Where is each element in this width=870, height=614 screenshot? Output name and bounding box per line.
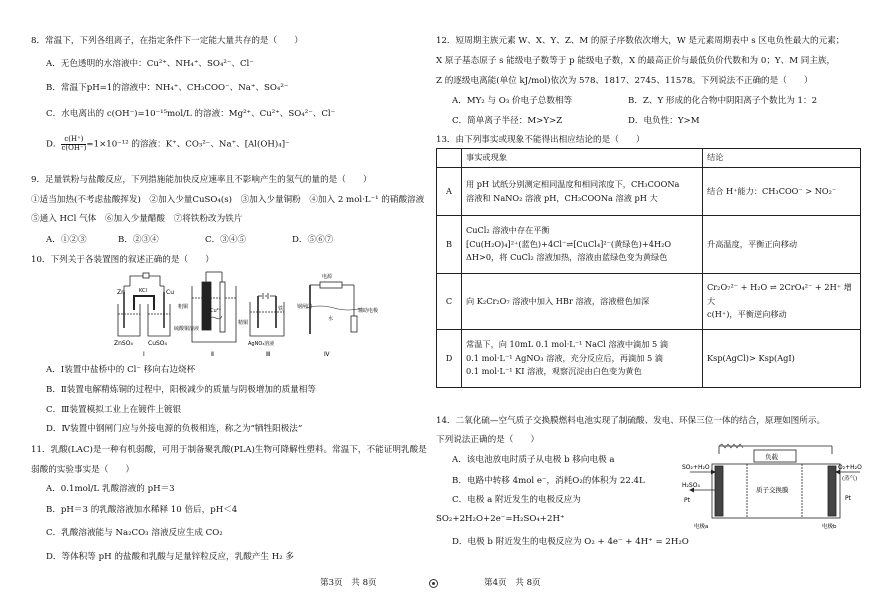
figure-iii [250, 293, 284, 336]
frac-den: c(OH⁻) [61, 143, 87, 152]
q10-option-c: C．Ⅲ装置模拟工业上在镀件上镀银 [46, 405, 182, 415]
q9-option-c: C．③④⑤ [205, 235, 246, 245]
row-label: A [437, 168, 462, 216]
conclusion-line: Ksp(AgCl)> Ksp(AgI) [707, 352, 795, 363]
q8-option-d [46, 136, 290, 152]
table-header-row [437, 149, 861, 168]
q12-option-b: B．Z、Y 形成的化合物中阴阳离子个数比为 1：2 [628, 96, 818, 106]
figure-i [118, 273, 170, 336]
q12-option-d: D．电负性：Y>M [628, 116, 700, 126]
q9-items-2: ⑤通入 HCl 气体 ⑥加入少量醋酸 ⑦将铁粉改为铁片 [31, 214, 243, 224]
roman-ii: Ⅱ [211, 351, 214, 358]
fact-line: 溶液和 NaNO₂ 溶液 pH，CH₃COONa 溶液 pH 大 [466, 192, 658, 203]
q14-option-a: A．该电池放电时质子从电极 b 移向电极 a [452, 455, 615, 465]
steel-gate-label: 钢闸门 [297, 304, 313, 310]
q11-stem-2: 弱酸的实验事实是（ ） [31, 465, 135, 475]
q8-option-b: B．常温下pH=1的溶液中：NH₄⁺、CH₃COO⁻、Na⁺、SO₄²⁻ [46, 83, 289, 93]
table-row [437, 330, 861, 388]
fact-line: CuCl₂ 溶液中存在平衡 [466, 225, 550, 236]
footer-left-page: 第3页 共 8页 [320, 578, 377, 588]
row-fact [462, 274, 703, 330]
q8-option-a: A．无色透明的水溶液中：Cu²⁺、NH₄⁺、SO₄²⁻、Cl⁻ [46, 59, 254, 69]
q9-option-b: B．②③④ [118, 235, 159, 245]
q14-fuel-cell-figure [682, 442, 864, 536]
agno3-label: AgNO₃溶液 [248, 341, 275, 347]
q9-stem: 9．足量铁粉与盐酸反应，下列措施能加快反应速率且不影响产生的氢气的量的是（ ） [31, 175, 372, 185]
q13-stem: 13．由下列事实或现象不能得出相应结论的是（ ） [436, 135, 645, 145]
header-cell-conclusion: 结论 [703, 149, 861, 168]
q11-option-b: B．pH＝3 的乳酸溶液加水稀释 10 倍后，pH＜4 [46, 505, 238, 515]
so2-inlet-label: SO₂+H₂O [682, 464, 710, 471]
electrode-a-label: 电极a [694, 524, 709, 530]
header-cell-empty [437, 149, 462, 168]
header-cell-fact: 事实或现象 [462, 149, 703, 168]
cuso4-label: CuSO₄ [148, 340, 167, 347]
h2so4-outlet-label: H₂SO₄ [682, 482, 700, 489]
footer-right-page: 第4页 共 8页 [484, 578, 541, 588]
q10-option-d: D．Ⅳ装置中钢闸门应与外接电源的负极相连，称之为“牺牲阳极法” [46, 424, 303, 434]
row-label: B [437, 216, 462, 274]
conclusion-line: Cr₂O₇²⁻ + H₂O ⇌ 2CrO₄²⁻ + 2H⁺ 增大 [707, 282, 852, 306]
q12-stem-2: X 原子基态原子 s 能级电子数等于 p 能级电子数，X 的最高正价与最低负价代数和为 0；Y、M 同主族， [436, 56, 836, 66]
table-row [437, 274, 861, 330]
q8-stem: 8．常温下，下列各组离子，在指定条件下一定能大量共存的是（ ） [31, 36, 303, 46]
q8-option-c: C．水电离出的 c(OH⁻)=10⁻¹⁵mol/L 的溶液：Mg²⁺、Cu²⁺、SO₄²⁻、Cl⁻ [46, 109, 336, 119]
row-conclusion [703, 168, 861, 216]
load-label: 负载 [765, 453, 778, 461]
row-label: D [437, 330, 462, 388]
iron-label: 铁 [278, 306, 284, 312]
row-conclusion [703, 274, 861, 330]
znso4-label: ZnSO₄ [114, 340, 133, 347]
fact-line: 0.1 mol·L⁻¹ KI 溶液，观察沉淀由白色变为黄色 [466, 366, 642, 377]
roman-iv: Ⅳ [324, 351, 330, 358]
figure-iv [306, 282, 362, 334]
q14-option-c: C．电极 a 附近发生的电极反应为 [452, 495, 581, 505]
vapor-label: (蒸气) [842, 476, 858, 482]
electrode-b-label: 电极b [822, 524, 837, 530]
aux-electrode-label: 辅助电极 [358, 308, 379, 314]
fact-line: 常温下，向 10mL 0.1 mol·L⁻¹ NaCl 溶液中滴加 5 滴 [466, 339, 669, 350]
cu2-label: Cu²⁺ [210, 308, 222, 314]
cu-label: Cu [166, 289, 174, 296]
q8-d-text: =1×10⁻¹² 的溶液：K⁺、CO₃²⁻、Na⁺、[Al(OH)₄]⁻ [86, 139, 290, 150]
row-fact [462, 216, 703, 274]
conclusion-line: 结合 H⁺能力：CH₃COO⁻ > NO₂⁻ [707, 185, 837, 196]
fact-line: 向 K₂Cr₂O₇ 溶液中加入 HBr 溶液，溶液橙色加深 [466, 295, 650, 306]
fact-line: 0.1 mol·L⁻¹ AgNO₃ 溶液，充分反应后，再滴加 5 滴 [466, 352, 663, 363]
q10-option-b: B．Ⅱ装置电解精炼铜的过程中，阳极减少的质量与阴极增加的质量相等 [46, 385, 316, 395]
roman-i: Ⅰ [143, 351, 145, 358]
q14-stem-2: 下列说法正确的是（ ） [436, 435, 540, 445]
pure-copper-label: 精铜 [238, 320, 249, 326]
table-row [437, 216, 861, 274]
q11-option-a: A．0.1mol/L 乳酸溶液的 pH＝3 [46, 484, 175, 494]
q8-d-label: D． [46, 139, 62, 150]
membrane-label: 质子交换膜 [756, 486, 789, 494]
q10-stem: 10．下列关于各装置图的叙述正确的是（ ） [31, 255, 214, 265]
q9-option-d: D．⑤⑥⑦ [292, 235, 334, 245]
fact-line: [Cu(H₂O)₄]²⁺(蓝色)+4Cl⁻⇌[CuCl₄]²⁻(黄绿色)+4H₂O [466, 238, 672, 249]
q14-stem-1: 14．二氧化硫—空气质子交换膜燃料电池实现了制硫酸、发电、环保三位一体的结合，原理如图所示。 [436, 416, 826, 426]
conclusion-line: 升高温度，平衡正向移动 [707, 238, 798, 249]
row-conclusion [703, 330, 861, 388]
q14-option-c-equation: SO₂+2H₂O+2e⁻=H₂SO₄+2H⁺ [436, 514, 565, 524]
q9-items-1: ①适当加热(不考虑盐酸挥发) ②加入少量CuSO₄(s) ③加入少量铜粉 ④加入 2 mol·L⁻¹ 的硝酸溶液 [31, 195, 425, 205]
q12-option-c: C．简单离子半径：M>Y>Z [452, 116, 563, 126]
q13-table [436, 148, 861, 388]
q14-option-b: B．电路中转移 4mol e⁻，消耗O₂的体积为 22.4L [452, 476, 645, 486]
row-fact [462, 330, 703, 388]
row-conclusion [703, 216, 861, 274]
water-label: 水 [328, 316, 334, 322]
q11-option-d: D．等体积等 pH 的盐酸和乳酸与足量锌粒反应，乳酸产生 H₂ 多 [46, 552, 295, 562]
q11-option-c: C．乳酸溶液能与 Na₂CO₃ 溶液反应生成 CO₂ [46, 528, 223, 538]
zn-label: Zn [117, 289, 125, 296]
q14-option-d: D．电极 b 附近发生的电极反应为 O₂ + 4e⁻ + 4H⁺ = 2H₂O [452, 537, 689, 547]
q10-option-a: A．Ⅰ装置中盐桥中的 Cl⁻ 移向右边烧杯 [46, 365, 196, 375]
table-row [437, 168, 861, 216]
q12-option-a: A．MY₂ 与 O₃ 价电子总数相等 [452, 96, 573, 106]
q12-stem-3: Z 的逐级电离能(单位 kJ/mol)依次为 578、1817、2745、11578。下列说法不正确的是（ ） [436, 76, 813, 86]
power-label: 电源 [322, 274, 333, 280]
q10-apparatus-figure [110, 268, 379, 358]
kcl-label: KCl [139, 288, 147, 294]
copper-sulfate-label: 硫酸铜溶液 [174, 326, 200, 332]
o2-inlet-label: O₂+H₂O [838, 464, 862, 471]
fact-line: 用 pH 试纸分别测定相同温度和相同浓度下，CH₃COONa [466, 178, 680, 189]
pt-left-label: Pt [684, 497, 690, 504]
frac-num: c(H⁺) [61, 136, 86, 145]
binding-hole-icon [429, 579, 438, 588]
row-fact [462, 168, 703, 216]
fact-line: ΔH>0，将 CuCl₂ 溶液加热，溶液由蓝绿色变为黄绿色 [466, 252, 668, 263]
q12-stem-1: 12．短周期主族元素 W、X、Y、Z、M 的原子序数依次增大，W 是元素周期表中 s 区电负性最大的元素； [436, 36, 845, 46]
conclusion-line: c(H⁺)，平衡逆向移动 [707, 309, 787, 320]
row-label: C [437, 274, 462, 330]
roman-iii: Ⅲ [266, 351, 271, 358]
q8-d-fraction [61, 136, 86, 152]
pt-right-label: Pt [845, 495, 851, 502]
q9-option-a: A．①②③ [46, 235, 87, 245]
crude-copper-label: 粗铜 [178, 304, 189, 310]
q11-stem-1: 11．乳酸(LAC)是一种有机弱酸，可用于制备聚乳酸(PLA)生物可降解性塑料。常温下，不能证明乳酸是 [31, 445, 427, 455]
